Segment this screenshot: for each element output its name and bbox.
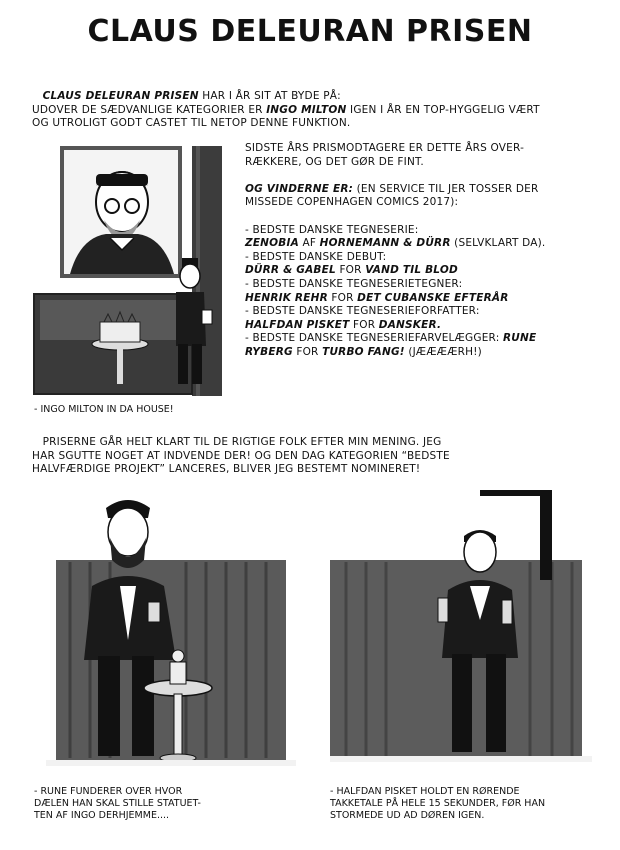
host-name: INGO MILTON — [266, 103, 347, 116]
caption-ingo: - INGO MILTON IN DA HOUSE! — [34, 404, 174, 415]
winners-label: OG VINDERNE ER: — [245, 182, 354, 195]
category-3: - BEDSTE DANSKE TEGNESERIETEGNER: — [245, 277, 463, 290]
caption-halfdan: - HALFDAN PISKET HOLDT EN RØRENDE TAKKETALE PÅ HELE 15 SEKUNDER, FØR HAN STORMEDE UD AD DØREN IGEN. — [330, 786, 546, 821]
category-5: - BEDSTE DANSKE TEGNESERIEFARVELÆGGER: RUNE — [245, 332, 537, 345]
panel-ingo-milton — [30, 146, 226, 400]
prize-name: CLAUS DELEURAN PRISEN — [42, 90, 199, 102]
intro-paragraph: CLAUS DELEURAN PRISEN HAR I ÅR SIT AT BYDE PÅ: UDOVER DE SÆDVANLIGE KATEGORIER ER INGO MILTON IGEN I ÅR EN TOP-HYGGELIG VÆRT OG UTROLIGT GODT CASTET TIL NETOP DENNE FUNKTION. — [32, 90, 540, 130]
category-2: - BEDSTE DANSKE DEBUT: — [245, 250, 387, 263]
caption-rune: - RUNE FUNDERER OVER HVOR DÆLEN HAN SKAL STILLE STATUET- TEN AF INGO DERHJEMME.... — [34, 786, 201, 821]
opinion-paragraph: PRISERNE GÅR HELT KLART TIL DE RIGTIGE FOLK EFTER MIN MENING. JEG HAR SGUTTE NOGET AT INDVENDE DER! OG DEN DAG KATEGORIEN “BEDSTE HALVFÆRDIGE PROJEKT” LANCERES, BLIVER JEG BESTEMT NOMINERET! — [32, 436, 450, 476]
page-title: CLAUS DELEURAN PRISEN — [87, 14, 533, 49]
category-1: - BEDSTE DANSKE TEGNESERIE: — [245, 223, 419, 236]
panel-halfdan — [330, 490, 592, 780]
awards-text: SIDSTE ÅRS PRISMODTAGERE ER DETTE ÅRS OVER- RÆKKERE, OG DET GØR DE FINT. OG VINDERNE ER: (EN SERVICE TIL JER TOSSER DER MISSEDE COPENHAGEN COMICS 2017): - BEDSTE DANSKE TEGNESERIE: ZENOBIA AF HORNEMANN & DÜRR (SELVKLART DA). - BEDSTE DANSKE DEBUT: DÜRR & GABEL FOR VAND TIL BLOD - BEDSTE DANSKE TEGNESERIETEGNER: HENRIK REHR FOR DET CUBANSKE EFTERÅR - BEDSTE DANSKE TEGNESERIEFORFATTER: HALFDAN PISKET FOR DANSKER. - BEDSTE DANSKE TEGNESERIEFARVELÆGGER: RUNE RYBERG FOR TURBO FANG! (JÆÆÆÆRH!) — [245, 142, 590, 360]
panel-rune — [36, 490, 304, 780]
category-4: - BEDSTE DANSKE TEGNESERIEFORFATTER: — [245, 305, 480, 318]
